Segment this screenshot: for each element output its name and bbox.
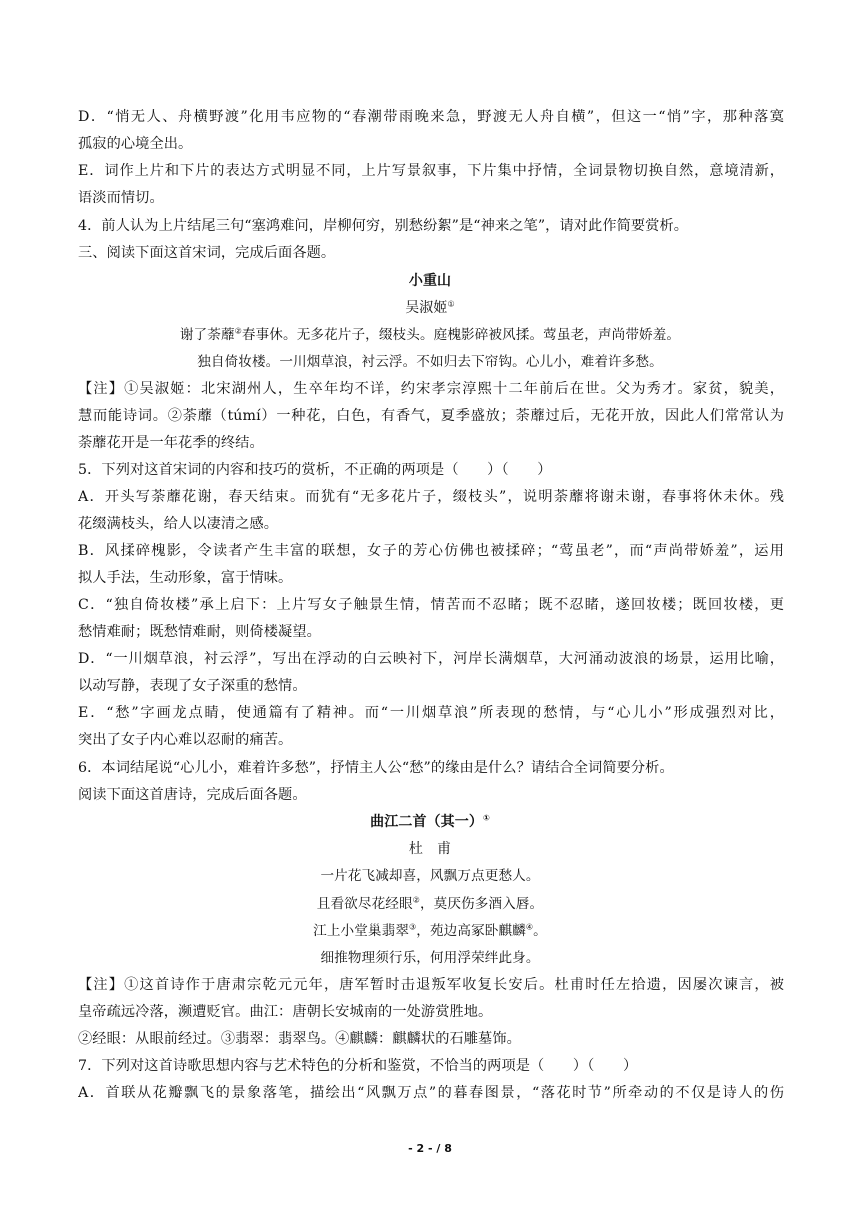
option-line: 花缀满枝头，给人以凄清之感。 bbox=[78, 516, 279, 532]
note-line: ②经眼：从眼前经过。③翡翠：翡翠鸟。④麒麟：麒麟状的石雕墓饰。 bbox=[78, 1031, 521, 1047]
poem-author bbox=[0, 298, 860, 318]
text-line: 语淡而情切。 bbox=[78, 190, 164, 206]
poem-title bbox=[0, 812, 860, 832]
section-heading: 阅读下面这首唐诗，完成后面各题。 bbox=[78, 787, 307, 803]
option-line: B．风揉碎槐影，令读者产生丰富的联想，女子的芳心仿佛也被揉碎；“莺虽老”，而“声尚带娇羞”，运用 bbox=[78, 543, 784, 559]
footnote-marker: ① bbox=[482, 813, 490, 823]
section-heading: 三、阅读下面这首宋词，完成后面各题。 bbox=[78, 245, 336, 261]
poem-title: 小重山 bbox=[408, 273, 452, 289]
page-number: - 2 - / 8 bbox=[408, 1142, 452, 1155]
poem-text: 春事休。无多花片子，缀枝头。庭槐影碎被风揉。莺虽老，声尚带娇羞。 bbox=[241, 327, 681, 343]
option-line: A．首联从花瓣飘飞的景象落笔，描绘出“风飘万点”的暮春图景，“落花时节”所牵动的不仅是诗人的伤 bbox=[78, 1085, 784, 1101]
poem-text: 谢了荼蘼 bbox=[179, 327, 235, 343]
option-line: A．开头写荼蘼花谢，春天结束。而犹有“无多花片子，缀枝头”，说明荼蘼将谢未谢，春事将休未休。残 bbox=[78, 489, 784, 505]
option-line: E．“愁”字画龙点睛，使通篇有了精神。而“一川烟草浪”所表现的愁情，与“心儿小”形成强烈对比， bbox=[78, 705, 784, 721]
poem-line: 一片花飞减却喜，风飘万点更愁人。 bbox=[320, 868, 540, 884]
poem-line bbox=[0, 325, 860, 345]
question-5: 5．下列对这首宋词的内容和技巧的赏析，不正确的两项是（ ）（ ） bbox=[78, 462, 552, 478]
option-line: C．“独自倚妆楼”承上启下：上片写女子触景生情，情苦而不忍睹；既不忍睹，遂回妆楼；既回妆楼，更 bbox=[78, 597, 784, 613]
option-line: D．“一川烟草浪，衬云浮”，写出在浮动的白云映衬下，河岸长满烟草，大河涌动波浪的场景，运用比喻， bbox=[78, 651, 784, 667]
question-7: 7．下列对这首诗歌思想内容与艺术特色的分析和鉴赏，不恰当的两项是（ ）（ ） bbox=[78, 1058, 638, 1074]
poem-author-name: 吴淑姬 bbox=[405, 300, 448, 316]
option-line: 愁情难耐；既愁情难耐，则倚楼凝望。 bbox=[78, 624, 321, 640]
poem-text: 且看欲尽花经眼 bbox=[316, 896, 413, 912]
poem-title-text: 曲江二首（其一） bbox=[370, 814, 483, 830]
poem-text: 。 bbox=[533, 923, 547, 939]
poem-line bbox=[0, 894, 860, 914]
question-4: 4．前人认为上片结尾三句“塞鸿难问，岸柳何穷，别愁纷絮”是“神来之笔”，请对此作简要赏析。 bbox=[78, 218, 689, 234]
note-line: 【注】①吴淑姬：北宋湖州人，生卒年均不详，约宋孝宗淳熙十二年前后在世。父为秀才。家贫，貌美， bbox=[78, 381, 784, 397]
poem-text: 江上小堂巢翡翠 bbox=[313, 923, 410, 939]
text-line: E．词作上片和下片的表达方式明显不同，上片写景叙事，下片集中抒情，全词景物切换自然，意境清新， bbox=[78, 163, 784, 179]
option-line: 拟人手法，生动形象，富于情味。 bbox=[78, 570, 293, 586]
footnote-marker: ② bbox=[234, 326, 242, 336]
text-line: D．“悄无人、舟横野渡”化用韦应物的“春潮带雨晚来急，野渡无人舟自横”，但这一“悄”字，那种落寞 bbox=[78, 109, 784, 125]
note-line: 荼蘼花开是一年花季的终结。 bbox=[78, 435, 264, 451]
poem-text: ，苑边高冢卧麒麟 bbox=[416, 923, 526, 939]
footnote-marker: ④ bbox=[525, 922, 534, 932]
poem-line: 细推物理须行乐，何用浮荣绊此身。 bbox=[320, 950, 540, 966]
option-line: 突出了女子内心难以忍耐的痛苦。 bbox=[78, 732, 293, 748]
poem-author: 杜 甫 bbox=[408, 841, 452, 857]
footnote-marker: ② bbox=[412, 895, 420, 905]
option-line: 以动写静，表现了女子深重的愁情。 bbox=[78, 678, 307, 694]
note-line: 慧而能诗词。②荼蘼（túmí）一种花，白色，有香气，夏季盛放；荼蘼过后，无花开放，因此人们常常认为 bbox=[78, 408, 784, 424]
poem-line bbox=[0, 921, 860, 941]
question-6: 6．本词结尾说“心儿小，难着许多愁”，抒情主人公“愁”的缘由是什么？请结合全词简要分析。 bbox=[78, 760, 674, 776]
footnote-marker: ③ bbox=[409, 922, 417, 932]
poem-line: 独自倚妆楼。一川烟草浪，衬云浮。不如归去下帘钩。心儿小，难着许多愁。 bbox=[197, 354, 663, 370]
note-line: 【注】①这首诗作于唐肃宗乾元元年，唐军暂时击退叛军收复长安后。杜甫时任左拾遗，因屡次谏言，被 bbox=[78, 977, 784, 993]
note-line: 皇帝疏远冷落，濒遭贬官。曲江：唐朝长安城南的一处游赏胜地。 bbox=[78, 1004, 493, 1020]
footnote-marker: ① bbox=[447, 299, 455, 309]
text-line: 孤寂的心境全出。 bbox=[78, 136, 193, 152]
poem-text: ，莫厌伤多酒入唇。 bbox=[419, 896, 544, 912]
